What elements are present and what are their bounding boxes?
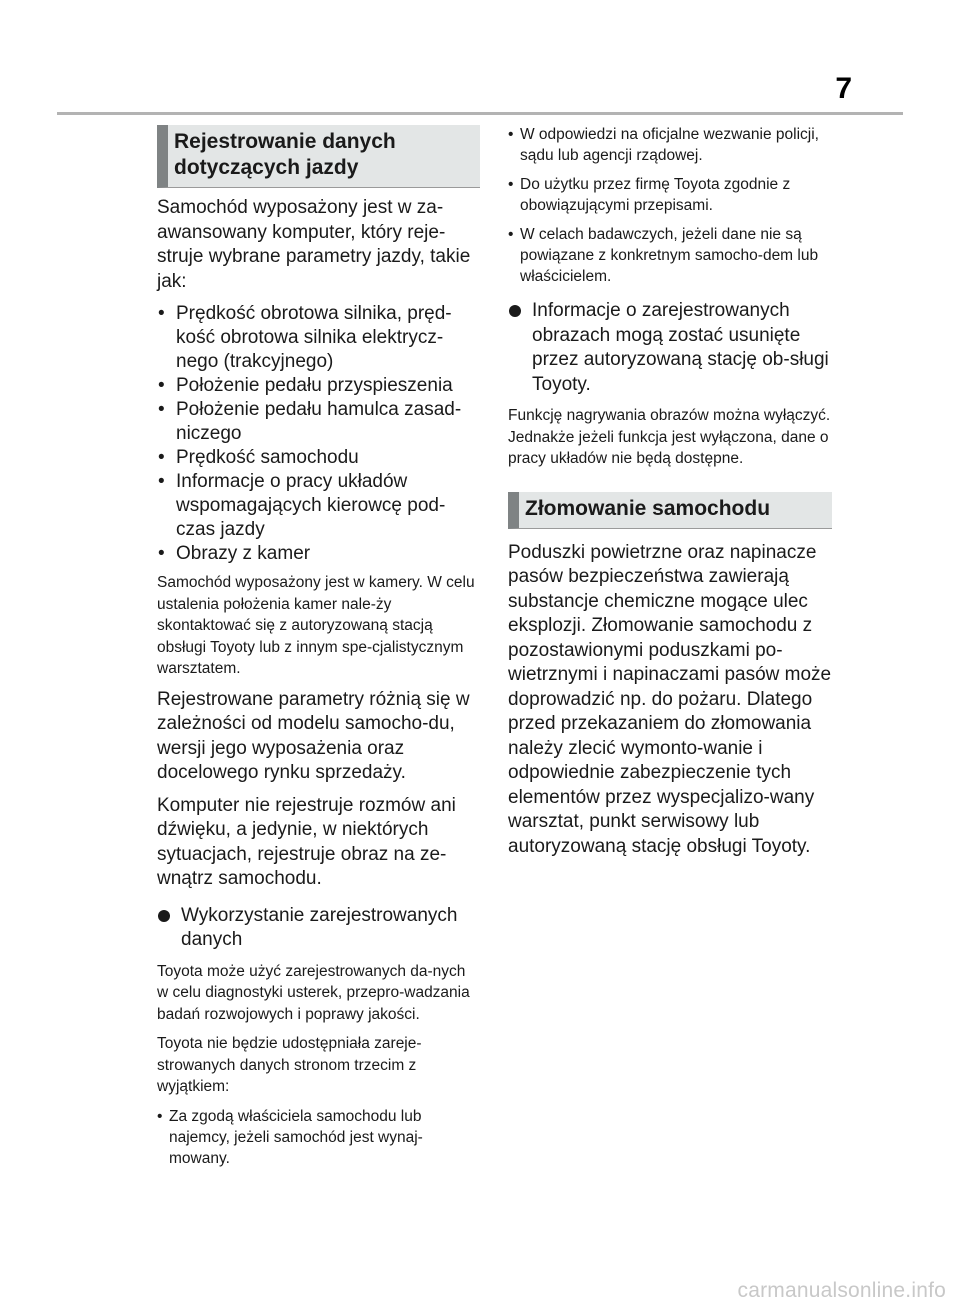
usage-text: Toyota może użyć zarejestrowanych da-nych w celu diagnostyki usterek, przepro-wadzania badań rozwojowych i poprawy jakości.: [157, 962, 470, 1023]
bullet-dot-icon: [509, 305, 521, 317]
cameras-note: Samochód wyposażony jest w kamery. W celu ustalenia położenia kamer nale-ży skontaktować się z autoryzowaną stacją obsługi Toyoty lub z innym spe-cjalistycznym warsztatem.: [157, 574, 475, 677]
scrapping-paragraph: Poduszki powietrzne oraz napinacze pasów bezpieczeństwa zawierają substancje chemiczne mogące ulec eksplozji. Złomowanie samochodu z pozostawionymi poduszkami po-wietrznymi i napinaczami pasów może doprowadzić np. do pożaru. Dlatego przed przekazaniem do złomowania należy zlecić wymonto-wanie i odpowiednie zabezpieczenie tych elementów przez wyspecjalizo-wany warsztat, punkt serwisowy lub autoryzowaną stację obsługi Toyoty.: [508, 541, 832, 857]
list-item: • Prędkość samochodu: [157, 446, 480, 470]
page-number: 7: [835, 72, 852, 105]
list-item: • Za zgodą właściciela samochodu lub najemcy, jeżeli samochód jest wynaj-mowany.: [157, 1106, 480, 1169]
exceptions-list-continued: [508, 124, 832, 287]
images-subheading-text: Informacje o zarejestrowanych obrazach mogą zostać usunięte przez autoryzowaną stację ob-sługi Toyoty.: [532, 300, 829, 395]
list-item: • Do użytku przez firmę Toyota zgodnie z obowiązującymi przepisami.: [508, 174, 832, 216]
bullet-dot-icon: [158, 910, 170, 922]
usage-subheading-text: Wykorzystanie zarejestrowanych danych: [181, 904, 458, 950]
list-item: • W odpowiedzi na oficjalne wezwanie policji, sądu lub agencji rządowej.: [508, 124, 832, 166]
watermark: carmanualsonline.info: [737, 1279, 946, 1302]
right-column: [508, 124, 832, 867]
section-heading-scrapping: [508, 492, 832, 529]
variation-paragraph: Rejestrowane parametry różnią się w zależności od modelu samocho-du, wersji jego wyposażenia oraz docelowego rynku sprzedaży.: [157, 688, 470, 783]
no-audio-paragraph: Komputer nie rejestruje rozmów ani dźwięku, a jedynie, w niektórych sytuacjach, rejestruje obraz na ze-wnątrz samochodu.: [157, 794, 456, 889]
list-item: • Prędkość obrotowa silnika, pręd-kość obrotowa silnika elektrycz-nego (trakcyjnego): [157, 302, 480, 374]
usage-subheading: [157, 904, 480, 953]
images-text: Funkcję nagrywania obrazów można wyłączyć. Jednakże jeżeli funkcja jest wyłączona, dane o pracy układów nie będą dostępne.: [508, 407, 831, 467]
list-item: • Położenie pedału hamulca zasad-niczego: [157, 398, 480, 446]
disclosure-text: Toyota nie będzie udostępniała zareje-strowanych danych stronom trzecim z wyjątkiem:: [157, 1035, 422, 1095]
list-item: • Położenie pedału przyspieszenia: [157, 374, 480, 398]
list-item: • W celach badawczych, jeżeli dane nie są powiązane z konkretnym samocho-dem lub właścicielem.: [508, 224, 832, 287]
heading-line: dotyczących jazdy: [174, 156, 359, 179]
intro-paragraph: Samochód wyposażony jest w za-awansowany komputer, który reje-struje wybrane parametry jazdy, takie jak:: [157, 197, 471, 292]
recorded-parameters-list: [157, 302, 480, 566]
section-heading-driving-data: [157, 125, 480, 188]
left-column: [157, 124, 480, 1177]
list-item: • Obrazy z kamer: [157, 542, 480, 566]
heading-line: Rejestrowanie danych: [174, 130, 396, 153]
heading-line: Złomowanie samochodu: [525, 496, 771, 520]
list-item: • Informacje o pracy układów wspomagających kierowcę pod-czas jazdy: [157, 470, 480, 542]
header-rule: [57, 112, 903, 115]
images-subheading: [508, 299, 832, 397]
exceptions-list: [157, 1106, 480, 1169]
